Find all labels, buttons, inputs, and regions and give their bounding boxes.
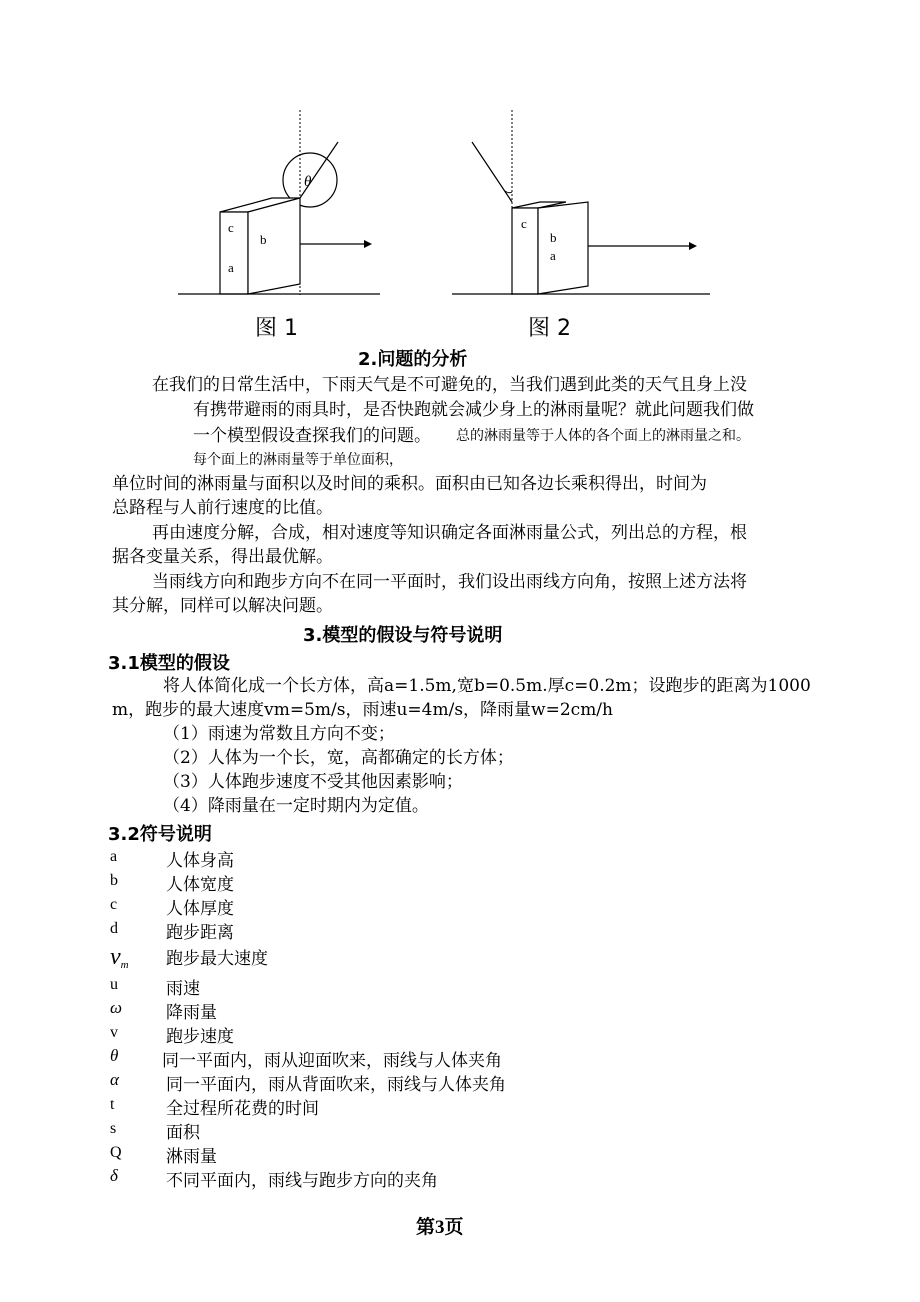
symbol: b — [110, 872, 118, 889]
symbol: ω — [110, 998, 123, 1017]
symbol: v — [110, 1024, 118, 1041]
symbol-description: 人体身高 — [166, 851, 234, 871]
figure-1-caption: 图 1 — [255, 316, 298, 341]
section-3-2-title: 3.2符号说明 — [108, 824, 212, 845]
symbol-description: 人体宽度 — [166, 875, 234, 895]
label-a: a — [228, 260, 234, 275]
symbol-description: 全过程所花费的时间 — [166, 1099, 319, 1119]
section-2-paragraph-line: 一个模型假设查探我们的问题。 — [193, 426, 431, 446]
assumption-item: （2）人体为一个长，宽，高都确定的长方体； — [163, 748, 514, 768]
symbol-subscript: m — [120, 959, 129, 971]
page-number: 第3页 — [416, 1217, 464, 1238]
section-2-paragraph-line: 每个面上的淋雨量等于单位面积， — [193, 452, 403, 468]
figure-2-caption: 图 2 — [528, 316, 571, 341]
box-front-face — [538, 202, 588, 294]
label-b: b — [260, 232, 267, 247]
label-c: c — [521, 216, 527, 231]
section-2-paragraph-line: 在我们的日常生活中，下雨天气是不可避免的，当我们遇到此类的天气且身上没 — [152, 375, 747, 395]
symbol: d — [110, 920, 118, 937]
figure-1-diagram — [170, 110, 390, 305]
section-2-title: 2.问题的分析 — [358, 349, 468, 370]
symbol-description: 雨速 — [166, 979, 200, 999]
assumption-item: （1）雨速为常数且方向不变； — [163, 724, 395, 744]
assumption-item: （4）降雨量在一定时期内为定值。 — [163, 796, 429, 816]
symbol: s — [110, 1120, 117, 1137]
label-theta: θ — [304, 174, 312, 190]
section-2-paragraph-line: 总路程与人前行速度的比值。 — [112, 498, 333, 518]
section-2-paragraph-line: 据各变量关系，得出最优解。 — [112, 547, 333, 567]
section-3-1-title: 3.1模型的假设 — [108, 653, 230, 674]
box-left-face — [220, 212, 248, 294]
rain-line — [472, 142, 512, 202]
section-2-paragraph-line: 总的淋雨量等于人体的各个面上的淋雨量之和。 — [456, 428, 750, 444]
arrow-head — [689, 242, 697, 250]
figure-2-diagram — [448, 110, 713, 305]
section-2-paragraph-line: 再由速度分解，合成，相对速度等知识确定各面淋雨量公式，列出总的方程，根 — [152, 523, 747, 543]
symbol: c — [110, 896, 118, 913]
assumption-paragraph-line: 将人体简化成一个长方体，高a=1.5m,宽b=0.5m.厚c=0.2m；设跑步的距离为1000 — [163, 676, 811, 696]
symbol: a — [110, 848, 118, 865]
symbol: t — [110, 1096, 115, 1113]
symbol-description: 同一平面内，雨从背面吹来，雨线与人体夹角 — [166, 1075, 506, 1095]
symbol-description: 人体厚度 — [166, 899, 234, 919]
assumption-paragraph-line: m，跑步的最大速度vm=5m/s，雨速u=4m/s，降雨量w=2cm/h — [112, 700, 613, 720]
section-2-paragraph-line: 其分解，同样可以解决问题。 — [112, 596, 333, 616]
section-3-title: 3.模型的假设与符号说明 — [303, 625, 503, 646]
symbol-description: 跑步距离 — [166, 923, 234, 943]
section-2-paragraph-line: 单位时间的淋雨量与面积以及时间的乘积。面积由已知各边长乘积得出，时间为 — [112, 474, 707, 494]
box-front-face — [248, 198, 300, 294]
symbol-description: 跑步最大速度 — [166, 949, 268, 969]
symbol-description: 不同平面内，雨线与跑步方向的夹角 — [166, 1171, 438, 1191]
section-2-paragraph-line: 当雨线方向和跑步方向不在同一平面时，我们设出雨线方向角，按照上述方法将 — [152, 572, 747, 592]
arrow-head — [364, 240, 372, 248]
section-2-paragraph-line: 有携带避雨的雨具时，是否快跑就会减少身上的淋雨量呢？就此问题我们做 — [193, 400, 754, 420]
assumption-item: （3）人体跑步速度不受其他因素影响； — [163, 772, 463, 792]
symbol-description: 淋雨量 — [166, 1147, 217, 1167]
symbol: v — [110, 944, 121, 970]
symbol-description: 面积 — [166, 1123, 200, 1143]
symbol-description: 同一平面内，雨从迎面吹来，雨线与人体夹角 — [162, 1051, 502, 1071]
symbol: Q — [110, 1144, 122, 1161]
label-c: c — [228, 220, 234, 235]
symbol: δ — [110, 1166, 118, 1185]
symbol: θ — [110, 1046, 119, 1065]
symbol-description: 降雨量 — [166, 1003, 217, 1023]
label-b: b — [550, 230, 557, 245]
symbol: u — [110, 976, 118, 993]
label-a: a — [550, 248, 556, 263]
symbol: α — [110, 1070, 119, 1089]
symbol-vm — [110, 944, 129, 971]
symbol-description: 跑步速度 — [166, 1027, 234, 1047]
